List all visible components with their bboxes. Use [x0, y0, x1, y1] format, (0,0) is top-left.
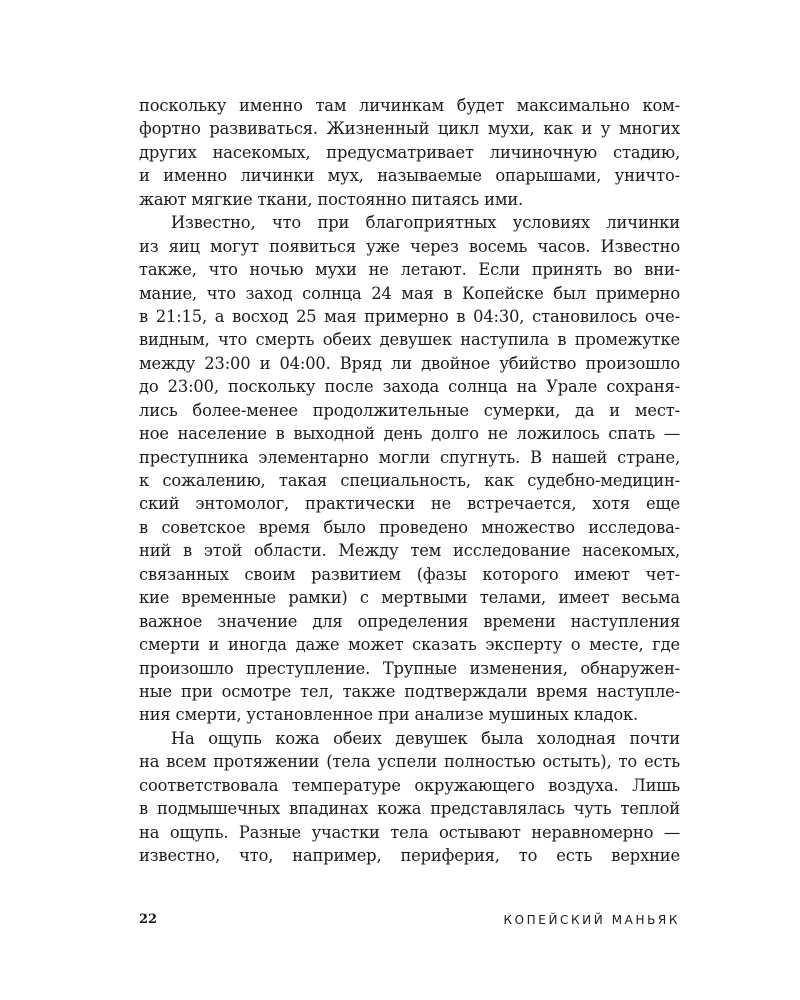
text-line: ний в этой области. Между тем исследование насекомых,	[139, 541, 680, 561]
text-line: известно, что, например, периферия, то есть верхние	[139, 846, 680, 865]
text-line: ное население в выходной день долго не ложилось спать —	[139, 424, 680, 444]
text-line: к сожалению, такая специальность, как судебно-медицин-	[139, 471, 680, 490]
paragraph	[139, 727, 680, 868]
text-line: других насекомых, предусматривает личиночную стадию,	[139, 142, 680, 162]
text-line: ский энтомолог, практически не встречается, хотя еще	[139, 494, 680, 514]
text-line: ния смерти, установленное при анализе мушиных кладок.	[139, 705, 639, 725]
text-line: лись более-менее продолжительные сумерки, да и мест-	[139, 400, 680, 420]
text-line: в 21:15, а восход 25 мая примерно в 04:30, становилось оче-	[139, 306, 680, 326]
paragraph	[139, 211, 680, 727]
text-line: кие временные рамки) с мертвыми телами, имеет весьма	[139, 588, 680, 608]
text-line: произошло преступление. Трупные изменения, обнаружен-	[139, 658, 680, 678]
text-line: соответствовала температуре окружающего воздуха. Лишь	[139, 775, 680, 795]
text-line: преступника элементарно могли спугнуть. В нашей стране,	[139, 447, 680, 467]
running-title: КОПЕЙСКИЙ МАНЬЯК	[503, 913, 680, 927]
page-footer	[139, 912, 680, 932]
text-line: между 23:00 и 04:00. Вряд ли двойное убийство произошло	[139, 353, 680, 373]
text-line: также, что ночью мухи не летают. Если принять во вни-	[139, 260, 680, 280]
text-line: на ощупь. Разные участки тела остывают неравномерно —	[139, 822, 680, 842]
text-line: смерти и иногда даже может сказать эксперту о месте, где	[139, 635, 680, 655]
text-line: важное значение для определения времени наступления	[139, 611, 680, 631]
text-line: в советское время было проведено множество исследова-	[139, 517, 680, 537]
text-line: связанных своим развитием (фазы которого имеют чет-	[139, 564, 680, 584]
text-line: ные при осмотре тел, также подтверждали время наступле-	[139, 681, 680, 701]
text-line: до 23:00, поскольку после захода солнца на Урале сохраня-	[139, 377, 680, 397]
page-number: 22	[139, 912, 158, 927]
text-line: видным, что смерть обеих девушек наступила в промежутке	[139, 330, 680, 350]
text-line: на всем протяжении (тела успели полностью остыть), то есть	[139, 752, 680, 772]
text-line: и именно личинки мух, называемые опарышами, уничто-	[139, 166, 680, 186]
text-line: мание, что заход солнца 24 мая в Копейске был примерно	[139, 283, 680, 303]
text-line: в подмышечных впадинах кожа представлялась чуть теплой	[139, 799, 680, 819]
text-line: поскольку именно там личинкам будет максимально ком-	[139, 96, 680, 115]
paragraph	[139, 94, 680, 211]
text-line: Известно, что при благоприятных условиях личинки	[171, 213, 680, 233]
text-line: жают мягкие ткани, постоянно питаясь ими.	[139, 189, 524, 209]
body-text	[139, 94, 680, 867]
text-line: На ощупь кожа обеих девушек была холодная почти	[171, 728, 680, 748]
text-line: фортно развиваться. Жизненный цикл мухи, как и у многих	[139, 119, 680, 139]
text-line: из яиц могут появиться уже через восемь часов. Известно	[139, 236, 680, 256]
